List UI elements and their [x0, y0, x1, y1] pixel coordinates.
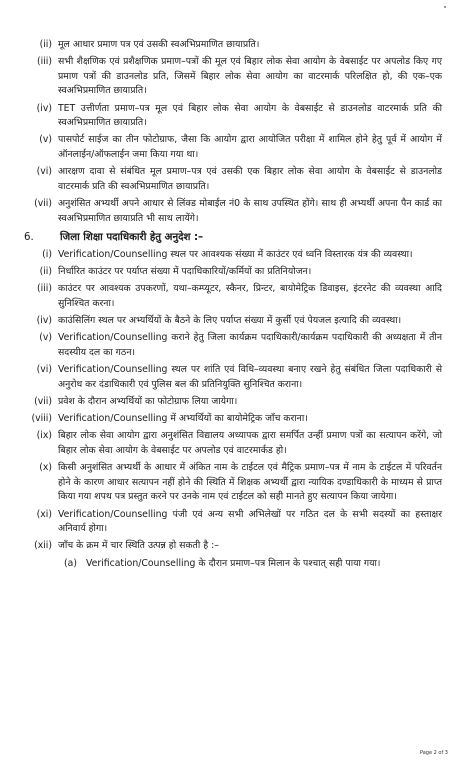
list-item [28, 38, 442, 53]
item-number: (ii) [39, 39, 52, 50]
section-title: जिला शिक्षा पदाधिकारी हेतु अनुदेश :– [60, 232, 204, 244]
item-number: (viii) [31, 413, 52, 425]
item-text: प्रवेश के दौरान अभ्यर्थियों का फोटोग्राफ लिया जायेगा। [58, 396, 238, 407]
list-item [28, 331, 442, 360]
document-list-b [28, 248, 442, 554]
list-item [28, 539, 442, 554]
list-item [28, 461, 442, 505]
item-text: पासपोर्ट साईज का तीन फोटोग्राफ, जैसा कि आयोग द्वारा आयोजित परीक्षा में शामिल होने हेतु पूर्व में आयोग में ऑनलाईन/ऑफलाईन जमा किया गया था। [58, 134, 442, 160]
item-text: Verification/Counselling स्थल पर शांति एवं विधि–व्यवस्था बनाए रखने हेतु संबंधित जिला पदाधिकारी से अनुरोध कर दंडाधिकारी एवं पुलिस बल की प्रतिनियुक्ति सुनिश्चित कराना। [58, 364, 442, 390]
list-item [28, 248, 442, 263]
list-item [28, 429, 442, 458]
item-text: काउंटर पर आवश्यक उपकरणों, यथा–कम्प्यूटर, स्कैनर, प्रिन्टर, बायोमेट्रिक डिवाइस, इंटरनेट की व्यवस्था आदि सुनिश्चित करना। [58, 283, 442, 310]
section-heading [24, 230, 442, 245]
item-number: (iii) [36, 283, 52, 295]
item-number: (vii) [34, 396, 52, 407]
item-text: Verification/Counselling स्थल पर आवश्यक संख्या में काउंटर एवं ध्वनि विस्तारक यंत्र की व्यवस्था। [58, 249, 413, 261]
sub-item-text: Verification/Counselling के दौरान प्रमाण–पत्र मिलान के पश्चात् सही पाया गया। [86, 557, 381, 569]
scan-dot [444, 6, 446, 8]
list-item [28, 282, 442, 311]
item-text: निर्धारित काउंटर पर पर्याप्त संख्या में पदाधिकारियों/कर्मियों का प्रतिनियोजन। [58, 266, 312, 278]
list-item [28, 412, 442, 427]
item-text: मूल आधार प्रमाण पत्र एवं उसकी स्वअभिप्रमाणित छायाप्रति। [58, 39, 260, 50]
list-item [28, 102, 442, 131]
list-item [28, 165, 442, 194]
list-item [28, 133, 442, 162]
item-number: (vi) [36, 166, 52, 178]
item-text: आरक्षण दावा से संबंधित मूल प्रमाण–पत्र एवं उसकी एक बिहार लोक सेवा आयोग के वेबसाईट से डाउनलोड वाटरमार्क प्रति की स्वअभिप्रमाणित छायाप्रति। [58, 166, 442, 192]
list-item [28, 314, 442, 329]
item-number: (iv) [36, 102, 52, 114]
item-number: (x) [39, 462, 52, 474]
list-item [28, 363, 442, 392]
item-text: सभी शैक्षणिक एवं प्रशैक्षणिक प्रमाण–पत्रों की मूल एवं बिहार लोक सेवा आयोग के वेबसाईट पर अपलोड किए गए प्रमाण पत्रों की डाउनलोड प्रति, जिसमें बिहार लोक सेवा आयोग का वाटरमार्क परिलक्षित हो, की एक–एक स्वअभिप्रमाणित छायाप्रति। [58, 56, 442, 97]
section-number: 6. [24, 232, 34, 244]
item-number: (i) [42, 249, 52, 261]
item-number: (xii) [34, 540, 52, 552]
item-text: Verification/Counselling पंजी एवं अन्य सभी अभिलेखों पर गठित दल के सभी सदस्यों का हस्ताक्षर अनिवार्य होगा। [58, 508, 442, 535]
item-text: काउंसिलिंग स्थल पर अभ्यर्थियों के बैठने के लिए पर्याप्त संख्या में कुर्सी एवं पेयजल इत्यादि की व्यवस्था। [58, 315, 402, 327]
item-text: Verification/Counselling कराने हेतु जिला कार्यक्रम पदाधिकारी/कार्यक्रम पदाधिकारी की अध्यक्षता में तीन सदस्यीय दल का गठन। [58, 332, 442, 359]
sub-item-number: (a) [64, 557, 77, 569]
list-item [28, 265, 442, 280]
page-number: Page 2 of 3 [419, 750, 448, 756]
item-text: जाँच के क्रम में चार स्थिति उत्पन्न हो सकती है :– [58, 540, 219, 552]
list-item [28, 395, 442, 410]
item-number: (xi) [36, 508, 52, 520]
sub-list [64, 557, 442, 572]
item-text: किसी अनुशंसित अभ्यर्थी के आधार में अंकित नाम के टाईटल एवं मैट्रिक प्रमाण–पत्र में नाम के टाईटल में परिवर्तन होने के कारण आधार सत्यापन नहीं होने की स्थिति में शिक्षक अभ्यर्थी द्वारा न्यायिक दण्डाधिकारी के माध्यम से प्राप्त किया गया शपथ पत्र प्रस्तुत करने पर उनके नाम एवं टाईटल को सही मानते हुए सत्यापन किया जायेगा। [58, 462, 442, 503]
item-number: (iii) [36, 56, 52, 68]
item-text: अनुशंसित अभ्यर्थी अपने आधार से लिंक्ड मोबाईल नं0 के साथ उपस्थित होंगे। साथ ही अभ्यर्थी अपना पैन कार्ड का स्वअभिप्रमाणित छायाप्रति भी साथ लायेंगे। [58, 197, 442, 224]
document-list-a [28, 38, 442, 226]
item-text: बिहार लोक सेवा आयोग द्वारा अनुशंसित विद्यालय अध्यापक द्वारा समर्पित उन्हीं प्रमाण पत्रों का सत्यापन करेंगे, जो बिहार लोक सेवा आयोग के वेबसाईट पर अपलोड एवं वाटरमार्कड हो। [58, 430, 442, 456]
sub-list-item [64, 557, 442, 572]
item-number: (vi) [36, 364, 52, 376]
item-number: (ix) [36, 430, 52, 442]
list-item [28, 508, 442, 537]
item-text: Verification/Counselling में अभ्यर्थियों का बायोमेट्रिक जाँच कराना। [58, 413, 308, 425]
item-text: TET उत्तीर्णता प्रमाण–पत्र मूल एवं बिहार लोक सेवा आयोग के वेबसाईट से डाउनलोड वाटरमार्क प्रति की स्वअभिप्रमाणित छायाप्रति। [58, 102, 442, 129]
item-number: (v) [39, 134, 52, 146]
list-item [28, 55, 442, 99]
item-number: (vii) [34, 197, 52, 209]
item-number: (iv) [36, 315, 52, 327]
list-item [28, 197, 442, 226]
item-number: (ii) [39, 266, 52, 278]
item-number: (v) [39, 332, 52, 344]
